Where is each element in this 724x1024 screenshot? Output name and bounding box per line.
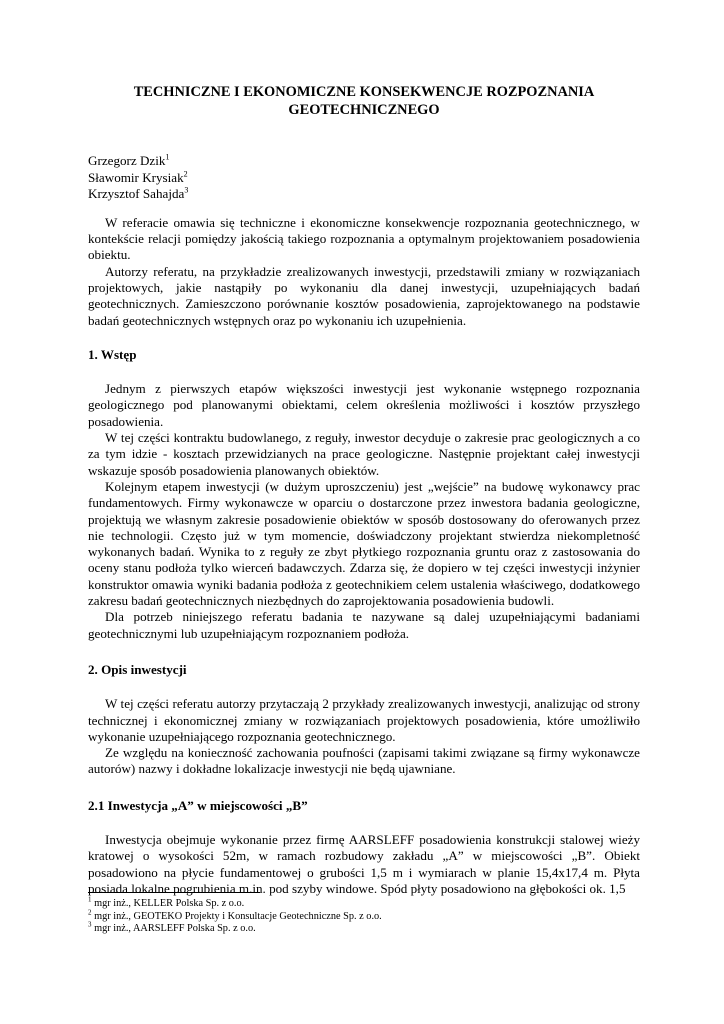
body-paragraph: Inwestycja obejmuje wykonanie przez firmę AARSLEFF posadowienia konstrukcji stalowej wieży kratowej o wysokości 52m, w ramach rozbudowy zakładu „A” w miejscowości „B”. Obiekt posadowiono na płycie fundamentowej o grubości 1,5 m i wymiarach w planie 15,4x17,4 m. Płyta posiada lokalne pogrubienia m.in. pod szyby windowe. Spód płyty posadowiono na głębokości ok. 1,5 xyxy=(88,831,640,896)
section-heading: 2. Opis inwestycji xyxy=(88,661,187,677)
author xyxy=(88,153,640,170)
author xyxy=(88,170,640,187)
paper-title: TECHNICZNE I EKONOMICZNE KONSEKWENCJE ROZPOZNANIA GEOTECHNICZNEGO xyxy=(133,84,595,118)
footnote-mark: 2 xyxy=(88,908,92,917)
abstract xyxy=(88,215,640,329)
body-paragraph: Ze względu na konieczność zachowania poufności (zapisami takimi związane są firmy wykonawcze autorów) nazwy i dokładne lokalizacje inwestycji nie będą ujawniane. xyxy=(88,745,640,777)
author-name: Sławomir Krysiak xyxy=(88,169,184,185)
footnote xyxy=(88,895,640,911)
paper-page xyxy=(88,84,640,897)
body-paragraph: Dla potrzeb niniejszego referatu badania te nazywane są dalej uzupełniającymi badaniami geotechnicznymi lub uzupełniającym rozpoznaniem podłoża. xyxy=(88,609,640,641)
author-name: Krzysztof Sahajda xyxy=(88,186,185,202)
section-heading: 1. Wstęp xyxy=(88,346,137,362)
footnote-text: mgr inż., GEOTEKO Projekty i Konsultacje Geotechniczne Sp. z o.o. xyxy=(94,910,382,922)
author xyxy=(88,186,640,203)
author-name: Grzegorz Dzik xyxy=(88,153,166,168)
footnote xyxy=(88,908,640,924)
section-body xyxy=(88,381,640,642)
section-body xyxy=(88,832,640,897)
footnote-mark: 1 xyxy=(165,152,170,162)
author-list xyxy=(88,153,640,203)
body-paragraph: W tej części referatu autorzy przytaczają 2 przykłady zrealizowanych inwestycji, analizując od strony technicznej i ekonomicznej zmiany w rozwiązaniach projektowych posadowienia, które umożliwiło wykonanie uzupełniającego rozpoznania geotechnicznego. xyxy=(88,696,640,744)
footnote xyxy=(88,920,640,936)
footnote-text: mgr inż., AARSLEFF Polska Sp. z o.o. xyxy=(94,923,256,935)
footnote-mark: 3 xyxy=(88,920,92,929)
body-paragraph: Jednym z pierwszych etapów większości inwestycji jest wykonanie wstępnego rozpoznania geologicznego pod planowanymi obiektami, celem określenia możliwości i kosztów przyszłego posadowienia. xyxy=(88,381,640,429)
footnote-mark: 1 xyxy=(88,895,92,904)
subsection-heading: 2.1 Inwestycja „A” w miejscowości „B” xyxy=(88,797,308,813)
footnote-rule xyxy=(88,892,260,893)
section-body xyxy=(88,696,640,777)
body-paragraph: W tej części kontraktu budowlanego, z reguły, inwestor decyduje o zakresie prac geologicznych a co za tym idzie - kosztach przewidzianych na prace geologiczne. Następnie projektant całej inwestycji wskazuje sposób posadowienia planowanych obiektów. xyxy=(88,430,640,478)
footnote-mark: 3 xyxy=(184,185,189,195)
abstract-paragraph: Autorzy referatu, na przykładzie zrealizowanych inwestycji, przedstawili zmiany w rozwiązaniach projektowych, jakie nastąpiły po wykonaniu dla danej inwestycji, uzupełniających badań geotechnicznych. Zamieszczono porównanie kosztów posadowienia, zaprojektowanego na podstawie badań geotechnicznych wstępnych oraz po wykonaniu ich uzupełnienia. xyxy=(88,263,640,328)
footnote-mark: 2 xyxy=(183,169,188,179)
body-paragraph: Kolejnym etapem inwestycji (w dużym uproszczeniu) jest „wejście” na budowę wykonawcy prac fundamentowych. Firmy wykonawcze w oparciu o dostarczone przez inwestora badania geologiczne, projektują we własnym zakresie posadowienie obiektów w sposób dostosowany do oferowanych przez nie technologii. Często już w tym momencie, doświadczony projektant stwierdza niekompletność wykonanych badań. Wynika to z reguły ze zbyt płytkiego rozpoznania gruntu oraz z zastosowania do oceny stanu podłoża tylko wierceń badawczych. Zdarza się, że dopiero w tej części inwestycji inżynier konstruktor omawia wyniki badania podłoża z geotechnikiem celem ustalenia właściwego, dodatkowego zakresu badań geotechnicznych niezbędnych do zaprojektowania posadowienia budowli. xyxy=(88,478,640,609)
footnotes xyxy=(88,892,640,936)
abstract-paragraph: W referacie omawia się techniczne i ekonomiczne konsekwencje rozpoznania geotechnicznego, w kontekście relacji pomiędzy jakością takiego rozpoznania a optymalnym projektowaniem posadowienia obiektu. xyxy=(88,214,640,263)
footnote-text: mgr inż., KELLER Polska Sp. z o.o. xyxy=(94,898,245,909)
